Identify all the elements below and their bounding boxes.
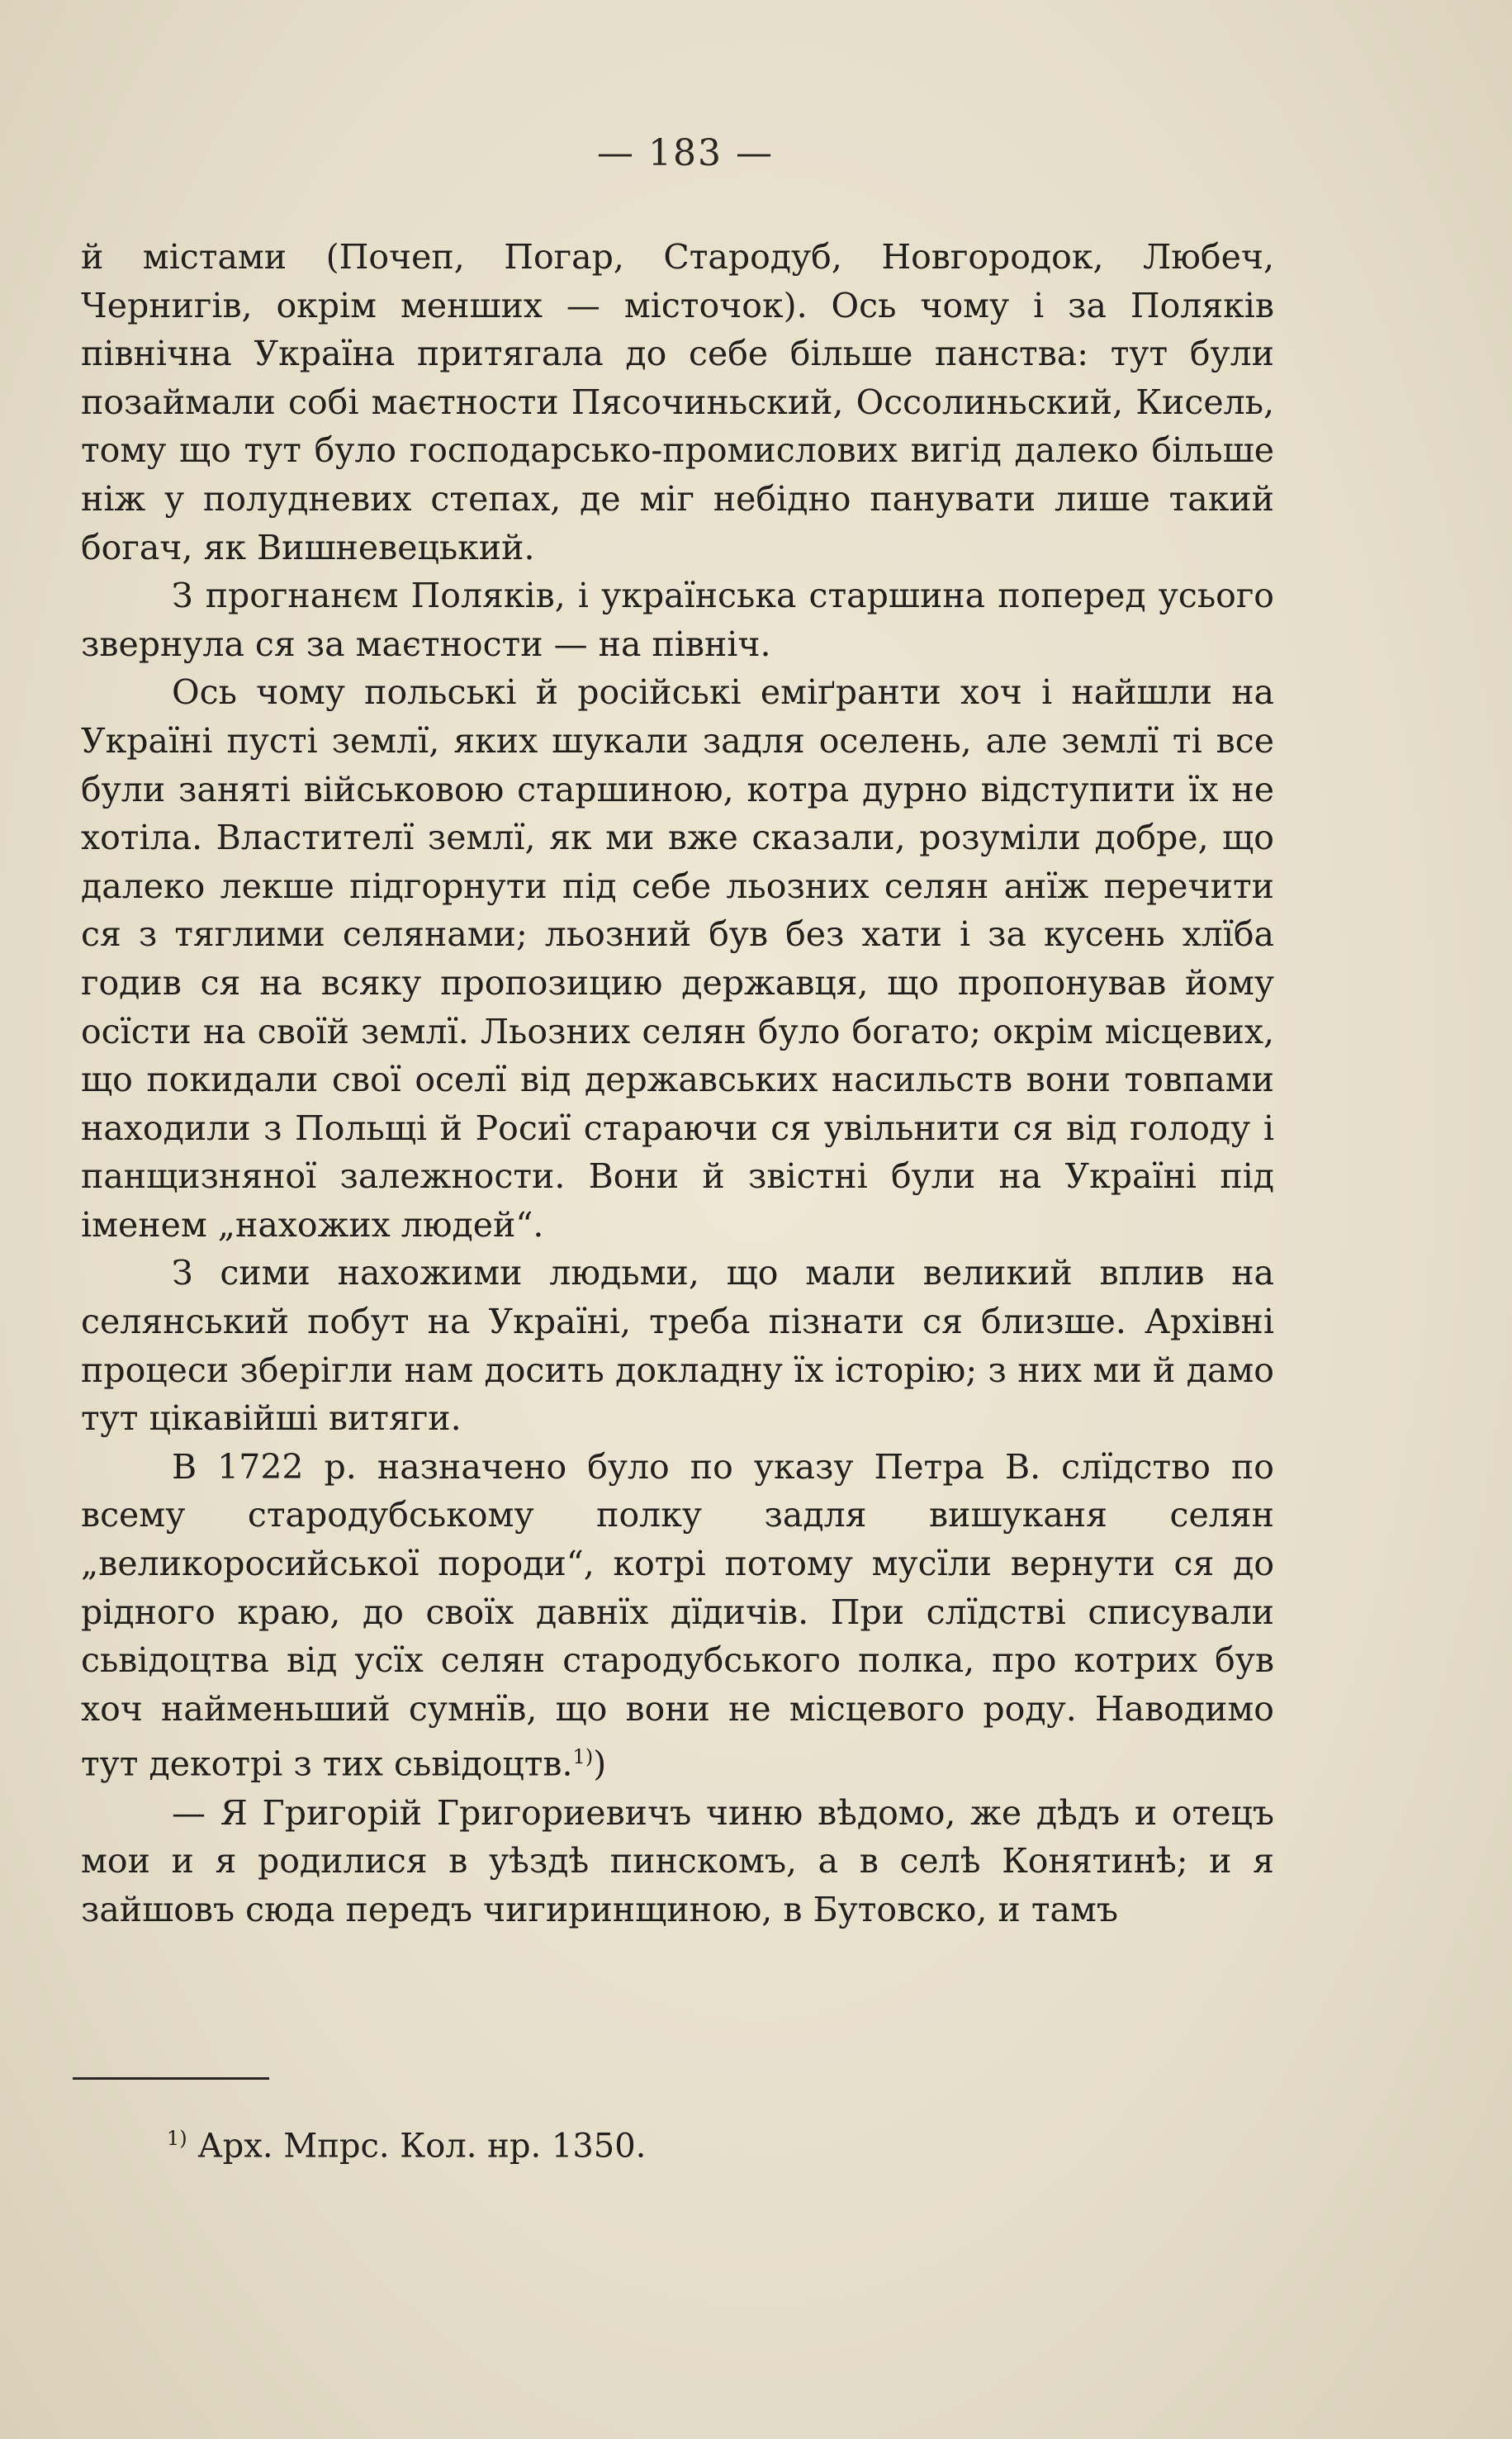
paragraph-5: В 1722 р. назначено було по указу Петра В. слїдство по всему стародубському полку задля вишуканя селян „великоросийської породи“, котрі потому мусїли вернути ся до рідного краю, до своїх давнїх дїдичів. При слїдстві списували сьвідоцтва від усїх селян стародубського полка, про котрих був хоч найменьший сумнїв, що вони не місцевого роду. Наводимо тут декотрі з тих сьвідоцтв.$^{1)}$) <box>81 1446 1274 1785</box>
paragraph-2: З прогнанєм Поляків, і українська старшина поперед усього звернула ся за маєтности — на північ. <box>81 576 1274 664</box>
footnote-mark: 1) <box>167 2127 187 2150</box>
footnote-reference: 1) <box>572 1745 594 1769</box>
paragraph-3: Ось чому польські й російські еміґранти хоч і найшли на Україні пусті землї, яких шукали задля оселень, але землї ті все були заняті військовою старшиною, котра дурно відступити їх не хотіла. Властителї землї, як ми вже сказали, розуміли добре, що далеко лекше підгорнути під себе льозних селян анїж перечити ся з тяглими селянами; льозний був без хати і за кусень хлїба годив ся на всяку пропозицию державця, що пропонував йому осїсти на своїй землї. Льозних селян було богато; окрім місцевих, що покидали свої оселї від державських насильств вони товпами находили з Польщі й Росиї стараючи ся увільнити ся від голоду і панщизняної залежности. Вони й звістні були на Україні під іменем „нахожих людей“. <box>81 672 1274 1245</box>
paragraph-6: — Я Григорій Григориевичъ чиню вѣдомо, же дѣдъ и отецъ мои и я родилися в уѣздѣ пинскомъ, а в селѣ Конятинѣ; и я зайшовъ сюда передъ чигиринщиною, в Бутовско, и тамъ <box>81 1792 1274 1929</box>
paragraph-4: З сими нахожими людьми, що мали великий вплив на селянський побут на Україні, треба пізнати ся близше. Архівні процеси зберігли нам досить докладну їх історію; з них ми й дамо тут цікавійші витяги. <box>81 1253 1274 1439</box>
footnote-divider <box>73 2077 269 2080</box>
paragraph-1: й містами (Почеп, Погар, Стародуб, Новгородок, Любеч, Чернигів, окрім менших — місточок). Ось чому і за Поляків північна Україна притягала до себе більше панства: тут були позаймали собі маєтности Пясочиньский, Оссолиньский, Кисель, тому що тут було господарсько-промислових вигід далеко більше ніж у полудневих степах, де міг небідно панувати лише такий богач, як Вишневецький. <box>81 237 1274 567</box>
body-text <box>81 233 1274 1934</box>
paragraph-5-text: В 1722 р. назначено було по указу Петра В. слїдство по всему стародубському полку задля вишуканя селян „великоросийської породи“, котрі потому мусїли вернути ся до рідного краю, до своїх давнїх дїдичів. При слїдстві списували сьвідоцтва від усїх селян стародубського полка, про котрих був хоч найменьший сумнїв, що вони не місцевого роду. Наводимо тут декотрі з тих сьвідоцтв. <box>81 1446 1274 1785</box>
page-number: — 183 — <box>597 132 774 174</box>
footnote-text: Арх. Мпрс. Кол. нр. 1350. <box>197 2127 647 2166</box>
footnote <box>167 2127 646 2165</box>
